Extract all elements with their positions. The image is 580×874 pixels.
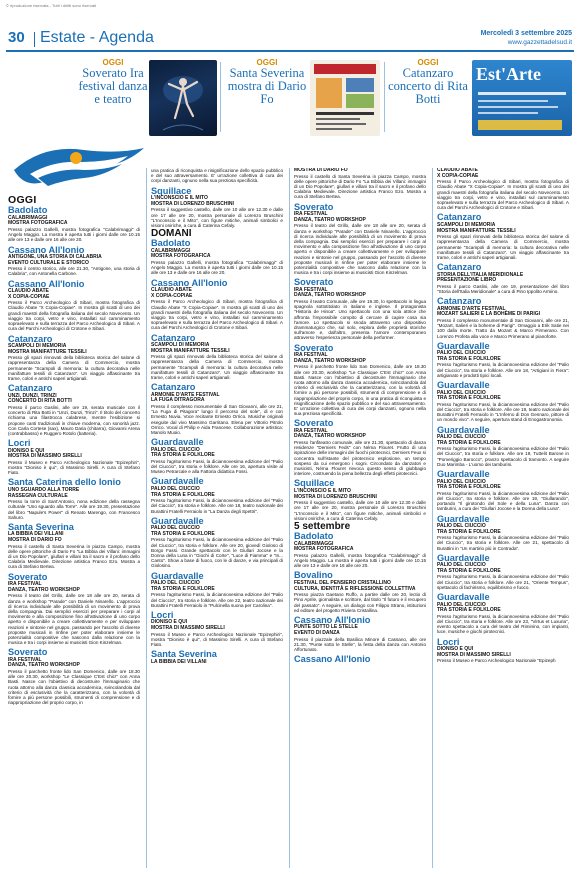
event-title: SCAMPOLI DI MEMORIA (437, 221, 496, 228)
event-city: Guardavalle (151, 515, 204, 526)
event-title: MOSTRA DI LORENZO BRUSCHINI (151, 200, 234, 207)
event-title: IRA FESTIVAL (294, 211, 328, 218)
event-city: Soverato (294, 277, 334, 288)
header-divider (34, 32, 35, 47)
event-title: TRA STORIA E FOLKLORE (151, 585, 215, 592)
event-city: Locri (437, 636, 460, 647)
event-title: CULTURA, IDENTITÀ E RIFLESSIONE COLLETTIVA (294, 585, 416, 592)
event-title: ANTIGONE, UNA STORIA DI CALABRIA (8, 254, 102, 260)
event-city: Cassano All'Ionio (294, 654, 371, 665)
event-description: Presso l'agriturismo Fassi, la diciannovesima edizione del "Palio del Ciuccio", tra storia e folklore. Alle ore 19, "Giullarando", portando "Il girotondo del Sole e della Luna". Danza con tamburini, a cura dei "Giullari Jocose e la Donna della Luna". (437, 490, 569, 512)
event-title: DANZA, TEATRO WORKSHOP (8, 586, 80, 593)
event-city: Catanzaro (8, 383, 53, 394)
event-city: Santa Severina (151, 649, 217, 660)
site-url: www.gazzettadelsud.it (507, 39, 572, 46)
event-title: MOSTRA DI DARIO FO (8, 537, 62, 543)
event-title: TRA STORIA E FOLKLORE (437, 567, 501, 574)
event-description: Presso l'agriturismo Fassi, la diciannovesima edizione del "Palio del Ciuccio", tra storia e folklore. Alle ore 18, teatro nazionale dei Burattini Fratelli Ferraiolo in "La Danza degli Spettri". (151, 498, 283, 514)
event-city: Guardavalle (151, 476, 204, 487)
event-title: SCAMPOLI DI MEMORIA (151, 342, 210, 349)
teaser-divider (220, 62, 221, 132)
event-title: CALABRIMAGGI (294, 540, 334, 547)
event-title: EVENTO CULTURALE E STORICO (8, 259, 89, 266)
event-title: LA BIBBIA DEI VILLANI (8, 531, 64, 538)
teaser-badge: OGGI (102, 58, 124, 67)
event-description: Presso il Museo e Parco Archeologico Nazionale "Epizephiri", mostra "Dioniso è qui", di Massimo Sirelli. A cura di Stefano Fiato. (151, 631, 283, 648)
event-description: Presso l'agriturismo Fassi, la diciannovesima edizione del "Palio del Ciuccio", tra storia e folklore. Alle ore 23, "Virtus et Luxuria", evento spettacolo a cura del teatro del Riminino, con impianti, luce, musiche e giochi pirotecnici. (437, 613, 569, 635)
event-title: DIONISO E QUI (437, 646, 474, 653)
section-title: Estate - Agenda (40, 29, 154, 46)
event-city: Soverato (294, 418, 334, 429)
event-description: Presso palazzo Gallelli, mostra fotografica "Calabrimaggi" di Angelo Maggio. La mostra è aperta tutti i giorni dalle ore 10.15 alle ore 13 e dalle ore 16 alle ore 20. (151, 260, 283, 276)
event-description: una pratica di riconquista e risignificazione dello spazio pubblico e del suo attraversamento. E' un'azione collettiva di cura dei corpi danzanti, ognuno nella sua preziosa specificità. (151, 168, 283, 184)
event-title: EVENTO DI DANZA (294, 630, 340, 637)
event-city: Bovalino (294, 570, 333, 581)
event-city: Badolato (294, 531, 334, 542)
teaser-catanzaro[interactable] (388, 58, 468, 138)
event-title: MOSTRA DI MASSIMO SIRELLI (151, 625, 225, 632)
event-title: X COPIA-COPIAE (8, 293, 50, 300)
event-title: MOSTRA DI DARIO FO (294, 168, 348, 173)
event-city: Soverato (294, 342, 334, 353)
event-description: Presso l'agriturismo Fassi, la diciannovesima edizione del "Palio del Ciuccio", tra storia e folklore. Alle ore 19, teatro nazionale dei Burattini Fratelli Ferraiolo in "L'Inferno di Don Gennaro, pittore di un mondo vivo". A seguire, apertura stand di Enogastronomia. (437, 401, 569, 423)
page-header (6, 28, 574, 52)
event-title: PALIO DEL CIUCCIO (437, 523, 486, 529)
event-title: PALIO DEL CIUCCIO (151, 446, 200, 453)
event-title: L'INCONSCIO E IL MITO (294, 487, 351, 494)
event-title: TRA STORIA E FOLKLORE (437, 395, 501, 402)
event-city: Catanzaro (151, 332, 196, 343)
event-title: MOSTRA FOTOGRAFICA (8, 220, 68, 227)
event-city: Cassano All'Ionio (151, 277, 228, 288)
event-city: Guardavalle (437, 513, 490, 524)
event-title: CONCERTO DI RITA BOTTI (8, 398, 72, 405)
event-title: DANZA, TEATRO WORKSHOP (294, 292, 366, 299)
event-title: TRA STORIA E FOLKLORE (151, 452, 215, 459)
event-description: Presso il complesso monumentale di San Giovanni, alle ore 21, "La Fuga di Pitagora" lungo il percorso del sole", di e con Ernesto Nuvia. Voce recitante Ernesto Orrico. Musiche originali eseguite dal vivo Massimo Garritano. Elena per Vittorio Pitrolo Orrico. Vocal di Philip e Aida Francese. Collaborazione artistica: Manolo Muoio. (151, 403, 283, 435)
event-city: Badolato (151, 238, 191, 249)
event-description: Presso palazzo Gallelli, mostra fotografica "Calabrimaggi" di Angelo Maggio. La mostra è aperta tutti i giorni dalle ore 10.15 alle ore 13 e dalle ore 16 alle ore 20. (8, 226, 140, 243)
event-city: Squillace (294, 478, 335, 489)
event-title: FESTIVAL DEL PENSIERO CRISTALLINO (294, 579, 391, 586)
event-city: Cassano All'Ionio (294, 614, 371, 625)
sun-sea-logo (4, 140, 154, 192)
event-city: Guardavalle (437, 552, 490, 563)
event-title: PUNTE SOTTO LE STELLE (294, 624, 358, 631)
event-description: Presso l'agriturismo Fassi, la diciannovesima edizione del "Palio del Ciuccio", tra storia e folklore. Alle ore 21, spettacolo di Burattini in "Un martirio più in Contrada". (437, 535, 569, 551)
event-title: LA FUGA DITRAGORA (151, 397, 205, 404)
event-title: MOSTRA MANIFATTURE TESSILI (8, 348, 87, 355)
event-title: DANZA, TEATRO WORKSHOP (8, 662, 80, 669)
event-title: PALIO DEL CIUCCIO (437, 478, 486, 485)
teaser-text: Catanzaro concerto di Rita Botti (388, 66, 468, 106)
event-title: SCAMPOLI DI MEMORIA (8, 343, 67, 349)
event-city: Santa Caterina dello Ionio (8, 477, 121, 488)
teaser-poster-dario-fo (310, 60, 380, 136)
event-city: Catanzaro (8, 333, 53, 344)
event-description: Presso il teatro Comunale, alle ore 19.30, lo spettacolo in lingua spagnola sottotitolato in italiano e inglese. Il protagonista "Historia de Hinoa". Uno spettacolo con una sola attrice che affronta l'impossibile compito di cercare di capire cosa sia l'amore. Lo spettacolo si snoda attraverso uno dispositivo drammaturgico che, sul solo, esplora delle proprietà storiche sull'amore e, dall'altro, presenta l'amore contemporaneo attraverso l'esperienza personale della performer. (294, 299, 426, 341)
event-title: MOZART SALIERI E LA BOHÈME DI PARIGI (437, 311, 541, 318)
event-title: MOSTRA MANIFATTURE TESSILI (151, 347, 230, 354)
event-city: Badolato (8, 205, 48, 216)
event-city: Soverato (294, 201, 334, 212)
event-title: CALABRIMAGGI (8, 214, 48, 221)
teaser-estarte-poster (472, 60, 572, 136)
event-city: Locri (151, 609, 174, 620)
teaser-badge: OGGI (417, 58, 439, 67)
event-title: IRA FESTIVAL (294, 286, 328, 293)
event-city: Guardavalle (437, 380, 490, 390)
event-city: Santa Severina (8, 521, 74, 532)
poster-decoration (472, 60, 572, 136)
event-city: Guardavalle (437, 469, 490, 479)
event-title: LA BIBBIA DEI VILLANI (151, 658, 207, 665)
event-description: Presso gli spazi rinnovati della biblioteca storica del salone di rappresentanza della Camera di Commercio, mostra permanente "Scampoli di memoria: la cultura decorativa nelle manifatture tessili di Catanzaro". Un viaggio affascinante tra trame, colori e antichi saperi artigianali. (151, 354, 283, 381)
day-heading: 5 settembre (294, 520, 351, 532)
teaser-text: Santa Severina mostra di Dario Fo (227, 66, 307, 106)
event-title: MOSTRA DI MASSIMO SIRELLI (8, 453, 82, 460)
event-description: Presso palazzo Gallelli, mostra fotografica "Calabrimaggi" di Angelo Maggio. La mostra è aperta tutti i giorni dalle ore 10.15 alle ore 13 e dalle ore 16 alle ore 20. (294, 552, 426, 569)
event-title: DIONISO E QUI (151, 619, 188, 626)
event-description: Presso l'agriturismo Fassi, la diciannovesima edizione del "Palio del Ciuccio", tra storia e folklore. Alle ore 21, "Oriente Tempus", spettacolo di fachirismo, equilibrismo e fuoco. (437, 574, 569, 590)
event-title: PALIO DEL CIUCCIO (437, 434, 486, 440)
dancer-illustration (149, 60, 217, 136)
event-city: Catanzaro (437, 212, 482, 223)
event-title: TRA STORIA E FOLKLORE (437, 484, 501, 491)
event-description: Presso il castello di Santa Severina in piazza Campo, mostra delle opere pittoriche di Dario Fo "La Bibbia dei Villani: immagini di un Dio Popolare", giullari e villani tra il sacro e il profano dello Calabria Medievale. Direzione artistica Franco Ezo. Mostra a cura di Stefano Bertea. (294, 173, 426, 200)
poster-illustration (310, 60, 380, 136)
event-description: Presso il suggestivo castello, dalle ore 10 alle ore 12.30 e dalle ore 17 alle ore 20, mostra personale di Lorenzo Bruschini "L'Inconscio e il Mito", con figure mitiche, animali simbolici e visioni oniriche, a cura di Caterina Cefaly. (294, 500, 426, 521)
event-city: Catanzaro (151, 382, 196, 393)
event-title: RASSEGNA CULTURALE (8, 492, 68, 499)
agenda-column-3 (294, 168, 426, 665)
event-city: Guardavalle (437, 592, 490, 603)
event-city: Catanzaro (437, 262, 482, 273)
event-city: Soverato (8, 647, 48, 658)
event-city: Guardavalle (151, 570, 204, 581)
event-city: Guardavalle (437, 340, 490, 351)
event-description: Presso l'agriturismo Fassi, la diciannovesima edizione del "Palio del Ciuccio", tra storia e folklore. Alle ore 18, "Artigiani in Fiera": artigianato e prodotti tipici locali. (437, 362, 569, 378)
event-title: TRA STORIA E FOLKLORE (437, 528, 501, 535)
estate-logo (4, 140, 154, 190)
copyright-notice: © riproduzione riservata - Tutti i diritti sono riservati (6, 3, 97, 8)
event-title: MOSTRA FOTOGRAFICA (294, 546, 354, 553)
event-title: ARMONIE D'ARTE FESTIVAL (437, 305, 506, 312)
event-title: PRESENTAZIONE LIBRO (437, 277, 497, 284)
event-description: Presso piazza Gaetano Ruffo, a partire dalle ore 20, lectio di Pino Aprile, giornalista e scrittore, dal titolo "Il futuro e il recupero del passato". A seguire, un dialogo con Filippo Strano, istituzioni ed editore del progetto Riviera Cristallina. (294, 592, 426, 613)
event-description: Presso il suggestivo castello, dalle ore 10 alle ore 12.30 e dalle ore 17 alle ore 20, mostra personale di Lorenzo Bruschini "L'Inconscio e il Mito", con figure mitiche, animali simbolici e visioni oniriche, a cura di Caterina Cefaly. (151, 207, 283, 228)
event-city: Guardavalle (151, 437, 204, 448)
event-title: DIONISO E QUI (8, 447, 45, 454)
event-description: Presso il parco Gaslini, alle ore 19, presentazione del libro "Storia dell'Italia Meridionale" a cura di Pino Ippolito Armino. (437, 283, 569, 294)
teaser-soverato[interactable] (78, 58, 148, 138)
event-description: Presso gli spazi rinnovati della biblioteca storica del salone di rappresentanza della Camera di Commercio, mostra permanente "Scampoli di memoria: la cultura decorativa nelle manifatture tessili di Catanzaro". Un viaggio affascinante tra trame, colori e antichi saperi artigianali. (8, 355, 140, 381)
column-divider (432, 168, 433, 868)
event-description: Presso gli spazi rinnovati della biblioteca storica del salone di rappresentanza della Camera di Commercio, mostra permanente "Scampoli di memoria: la cultura decorativa nelle manifatture tessili di Catanzaro". Un viaggio affascinante tra trame, colori e antichi saperi artigianali. (437, 234, 569, 260)
event-title: IRA FESTIVAL (294, 352, 328, 359)
teaser-photo-dance (149, 60, 217, 136)
event-title: ARMONIE D'ARTE FESTIVAL (151, 391, 220, 398)
event-title: TRA STORIA E FOLKLORE (151, 530, 215, 537)
event-description: Presso il parchetto fronte lido San Domenico, dalle ore 18.30 alle ore 20.30, workshop "Le Classique C'Est chic!" con Anna Basti. Nasce con l'obiettivo di decostruire l'immaginario che ruota attorno alla danza classica accademica, svincolandola dal criterio di esclusività che la caratterizzano, con la volontà di fornire a più persone possibili, strumenti di comprensione e di riappropriazione del proprio corpo, in (8, 669, 140, 706)
event-description: Presso il castello di Santa Severina in piazza Campo, mostra delle opere pittoriche di Dario Fo "La Bibbia dei Villani: immagini di un Dio Popolare", giullari e villani tra il sacro e il profano dello Calabria Medievale. Direzione artistica Franco Ezo. Mostra a cura di Stefano Bertea. (8, 543, 140, 570)
event-description: Presso il Museo e Parco Archeologico Nazionale "Epizeph (437, 658, 556, 664)
day-heading: DOMANI (151, 228, 192, 240)
event-city: Cassano All'Ionio (8, 244, 85, 255)
event-title: CALABRIMAGGI (151, 247, 191, 254)
event-title: TRA STORIA E FOLKLORE (437, 607, 501, 614)
event-description: Presso l'agriturismo Fassi, la diciannovesima edizione del "Palio del Ciuccio", tra storia e folklore. Alle ore 19, Tuttelit Barone in "Pomeriggio Barocco", pranzo spettacolo di tramonto. A seguire Duo Marimba - L'uomo dei tamburini. (437, 446, 569, 467)
event-description: Presso l'agriturismo Fassi, la diciannovesima edizione del "Palio del Ciuccio", tra storia e folklore. Alle ore 16, apertura visite al Museo Petrarcale e alla Fattoria didattica Fossi. (151, 458, 283, 475)
event-title: CLAUDIO ABATE (8, 288, 49, 295)
event-city: Soverato (8, 571, 48, 582)
event-title: MOSTRA DI LORENZO BRUSCHINI (294, 493, 377, 500)
event-description: Presso la torre di Sant'Antonio, nona edizione della rassegna culturale "Uno sguardo alla Torre". Alle ore 19.30, presentazione del libro "Napule's Power" di Renato Marengo, con Francesco Sahuro. (8, 499, 140, 520)
event-title: L'INCONSCIO E IL MITO (151, 195, 208, 202)
event-title: CLAUDIO ABATE (437, 168, 478, 173)
event-description: Presso il centro storico, alle ore 21.30, "Antigone, una storia di Calabria", con Antonella Carbone. (8, 266, 140, 277)
event-description: Presso l'anfiteatro comunale, alle ore 21.30, spettacolo di danza residenze "Derniers Feds" con Néma Flouret. Frutto di una ispirazione delle immagini dei fuochi pirotecnici, Derniers Feux si concentra sull'istante del pirotecnico esplosione, un tempo sospeso da cui emergono i sogni. Circondato da danzatori e musicisti, Néma Flouret rievoca questo senso di giubbagio interiore, costruendo la piena bellezza degli effetti pirotecnici. (294, 440, 426, 477)
event-title: X COPIA-COPIAE (437, 172, 479, 179)
event-description: Presso il parco Gaslini, alle ore 19, serata musicale con il concerto di Rita Botti in "Unzi, Dunzi, Trinzi". Il titolo del concerto richiama una filastrocca calabrese, mentre l'esibizione si propone canti tradizionali in chiave moderna, con sonorità jazz. Con Carla Cortese (sax), Mauro Daria (chitarra), Giovanni Arena (contrabbasso) e Ruggero Rotolo (batteria). (8, 404, 140, 436)
event-description: Presso il teatro del Grillo, dalle ore 18 alle ore 20, serata di danza e workshop "Parade" con Daniele Ninarello. L'approccio di ricerca individuale alle possibilità di un movimento di prova della compagnia. Dai semplici esercizi per preparare i corpi al movimento e alla composizione fino all'attivazione di uno corpo aperto e disponibile a creare collettivamente e per sviluppare reazioni e sintonie nel gruppo, passando per l'ascolto di diverse proposte musicali in rinfine per poter elaborare insieme le potenzialità compositive che nascono dalla relazione con la musica e tra i corpi insieme ai musicisti Gion Kinzelman. (294, 223, 426, 276)
teaser-text: Soverato Ira festival danza e teatro (78, 66, 148, 106)
agenda-column-4 (437, 168, 569, 664)
event-title: TRA STORIA E FOLKLORE (151, 491, 215, 498)
event-title: PALIO DEL CIUCCIO (437, 350, 486, 357)
event-title: TRA STORIA E FOLKLORE (437, 355, 501, 362)
event-description: Presso il Museo e Parco Archeologico Nazionale "Epizephiri", mostra "Dioniso è qui", di Massimo Sirelli. A cura di Stefano Fiato. (8, 459, 140, 476)
event-title: IRA FESTIVAL (294, 427, 328, 434)
event-city: Squillace (151, 185, 192, 196)
event-title: UNZI, DUNZI, TRINZI (8, 392, 57, 399)
teaser-badge: OGGI (256, 58, 278, 67)
event-title: X COPIA-COPIAE (151, 292, 193, 299)
event-description: Presso il teatro del Grillo, dalle ore 18 alle ore 20, serata di danza e workshop "Parade" con Daniele Ninarello. L'approccio di ricerca individuale alle possibilità di un movimento di prova della compagnia. Dai semplici esercizi per preparare i corpi al movimento e alla composizione fino all'attivazione di uno corpo aperto e disponibile a creare collettivamente e per sviluppare reazioni e sintonie nel gruppo, passando per l'ascolto di diverse proposte musicali in rinfine per poter elaborare insieme le potenzialità compositive che nascono dalla relazione con la musica e tra i corpi insieme ai musicisti Gion Kinzelman. (8, 593, 140, 646)
event-title: UNO SGUARDO ALLA TORRE (8, 486, 80, 493)
event-title: PALIO DEL CIUCCIO (437, 562, 486, 569)
issue-date: Mercoledì 3 settembre 2025 (480, 30, 572, 37)
event-title: PALIO DEL CIUCCIO (151, 485, 200, 492)
column-divider (289, 168, 290, 868)
event-city: Guardavalle (437, 424, 490, 435)
event-title: PALIO DEL CIUCCIO (437, 601, 486, 608)
event-description: Presso l'agriturismo Fassi, la diciannovesima edizione del "Palio del Ciuccio", tra storia e folklore. Alle ore 20, giovedì Gioloso di Borgo Fassi. Grande spettacolo con le Giullari Jocose e la Donna della Luna in "Giochi di Corte", "Luce di Fiamma" e "In... Canto". Show a base di fuoco, con le di danze, e via principali di Giolosino. (151, 537, 283, 569)
event-title: DANZA, TEATRO WORKSHOP (294, 433, 366, 440)
teaser-santa-severina[interactable] (226, 58, 308, 138)
column-divider (146, 168, 147, 868)
day-heading: OGGI (8, 196, 37, 206)
teaser-strip (6, 58, 574, 138)
event-title: IRA FESTIVAL (8, 581, 42, 588)
event-description: Presso il Parco Archeologico di Sibari, mostra fotografica di Claudio Abate "X Copia-Copiae". In mostra gli scatti di uno dei grandi maestri della fotografia italiana del secolo Novecento. Un viaggio tra corpi, vetro e vino, installati sul camminamento sopraelevato e sulla terrazza del Parco Archeologico di Sibari. A cura del Parchi Archeologici di Crotone e Sibari. (151, 299, 283, 331)
event-title: PALIO DEL CIUCCIO (437, 389, 486, 396)
event-title: TRA STORIA E FOLKLORE (437, 439, 501, 446)
page-number: 30 (8, 29, 25, 46)
event-title: DANZA, TEATRO WORKSHOP (294, 216, 366, 223)
event-title: IRA FESTIVAL (8, 656, 42, 663)
event-title: DANZA, TEATRO WORKSHOP (294, 357, 366, 364)
event-description: Presso il complesso monumentale di San Giovanni, alle ore 21, "Mozart, Salieri e la boheme di Parigi". Omaggio a Erik Satie nei 100 dalla morte. Tratto da Mozart & Marco Pirmerano. Con Lorenzo Profeta alla voce e Marco Primerano al pianoforte. (437, 317, 569, 339)
event-title: STORIA DELL'ITALIA MERIDIONALE (437, 271, 524, 278)
event-title: PALIO DEL CIUCCIO (151, 525, 200, 532)
estarte-logo: Est'Arte (476, 64, 541, 84)
event-city: Locri (8, 438, 31, 449)
event-title: CLAUDIO ABATE (151, 287, 192, 294)
agenda-column-2 (151, 168, 283, 665)
event-city: Catanzaro (437, 296, 482, 307)
event-description: Presso il piazzale della Basilica Minore di Cassano, alle ore 21.30, "Punte sotto le Stelle", la festa della danza con Antonio Affortunato. (294, 636, 426, 653)
event-description: Presso il Parco Archeologico di Sibari, mostra fotografica di Claudio Abate "X Copia-Copiae". In mostra gli scatti di uno dei grandi maestri della fotografia italiana del secolo Novecento. Un viaggio tra corpi, vetro e vino, installati sul camminamento sopraelevato e sulla terrazza del Parco Archeologico di Sibari. A cura del Parchi Archeologici di Crotone e Sibari. (437, 179, 569, 211)
agenda-column-1 (8, 196, 140, 706)
event-description: Presso l'agriturismo Fassi, la diciannovesima edizione del "Palio del Ciuccio", tra storia e folklore. Alle ore 22, teatro nazionale dei Burattini Fratelli Ferraiolo in "Pulcinella suona per Carolina". (151, 592, 283, 608)
event-title: PALIO DEL CIUCCIO (151, 580, 200, 587)
event-title: MOSTRA DI MASSIMO SIRELLI (437, 651, 511, 658)
event-title: MOSTRA FOTOGRAFICA (151, 253, 211, 260)
teaser-divider (384, 62, 385, 132)
event-description: Presso il parchetto fronte lido San Domenico, dalle ore 18.30 alle ore 20.30, workshop "Le Classique C'Est chic!" con Anna Basti. Nasce con l'obiettivo di decostruire l'immaginario che ruota attorno alla danza classica accademica, svincolandola dal criterio di esclusività che la caratterizzano, con la volontà di fornire a più persone possibili, strumenti di comprensione e di riappropriazione del proprio corpo, in una pratica di riconquista e risignificazione dello spazio pubblico e del suo attraversamento. E' un'azione collettiva di cura dei corpi danzanti, ognuno nella sua preziosa specificità. (294, 364, 426, 417)
event-description: Presso il Parco Archeologico di Sibari, mostra fotografica di Claudio Abate "X Copia-Copiae". In mostra gli scatti di uno dei grandi maestri della fotografia italiana del secolo Novecento. Un viaggio tra corpi, vetro e vino, installati sul camminamento sopraelevato e sulla terrazza del Parco Archeologico di Sibari. A cura del Parchi Archeologici di Crotone e Sibari. (8, 300, 140, 332)
event-city: Cassano All'Ionio (8, 278, 85, 289)
event-title: MOSTRA MANIFATTURE TESSILI (437, 227, 516, 234)
